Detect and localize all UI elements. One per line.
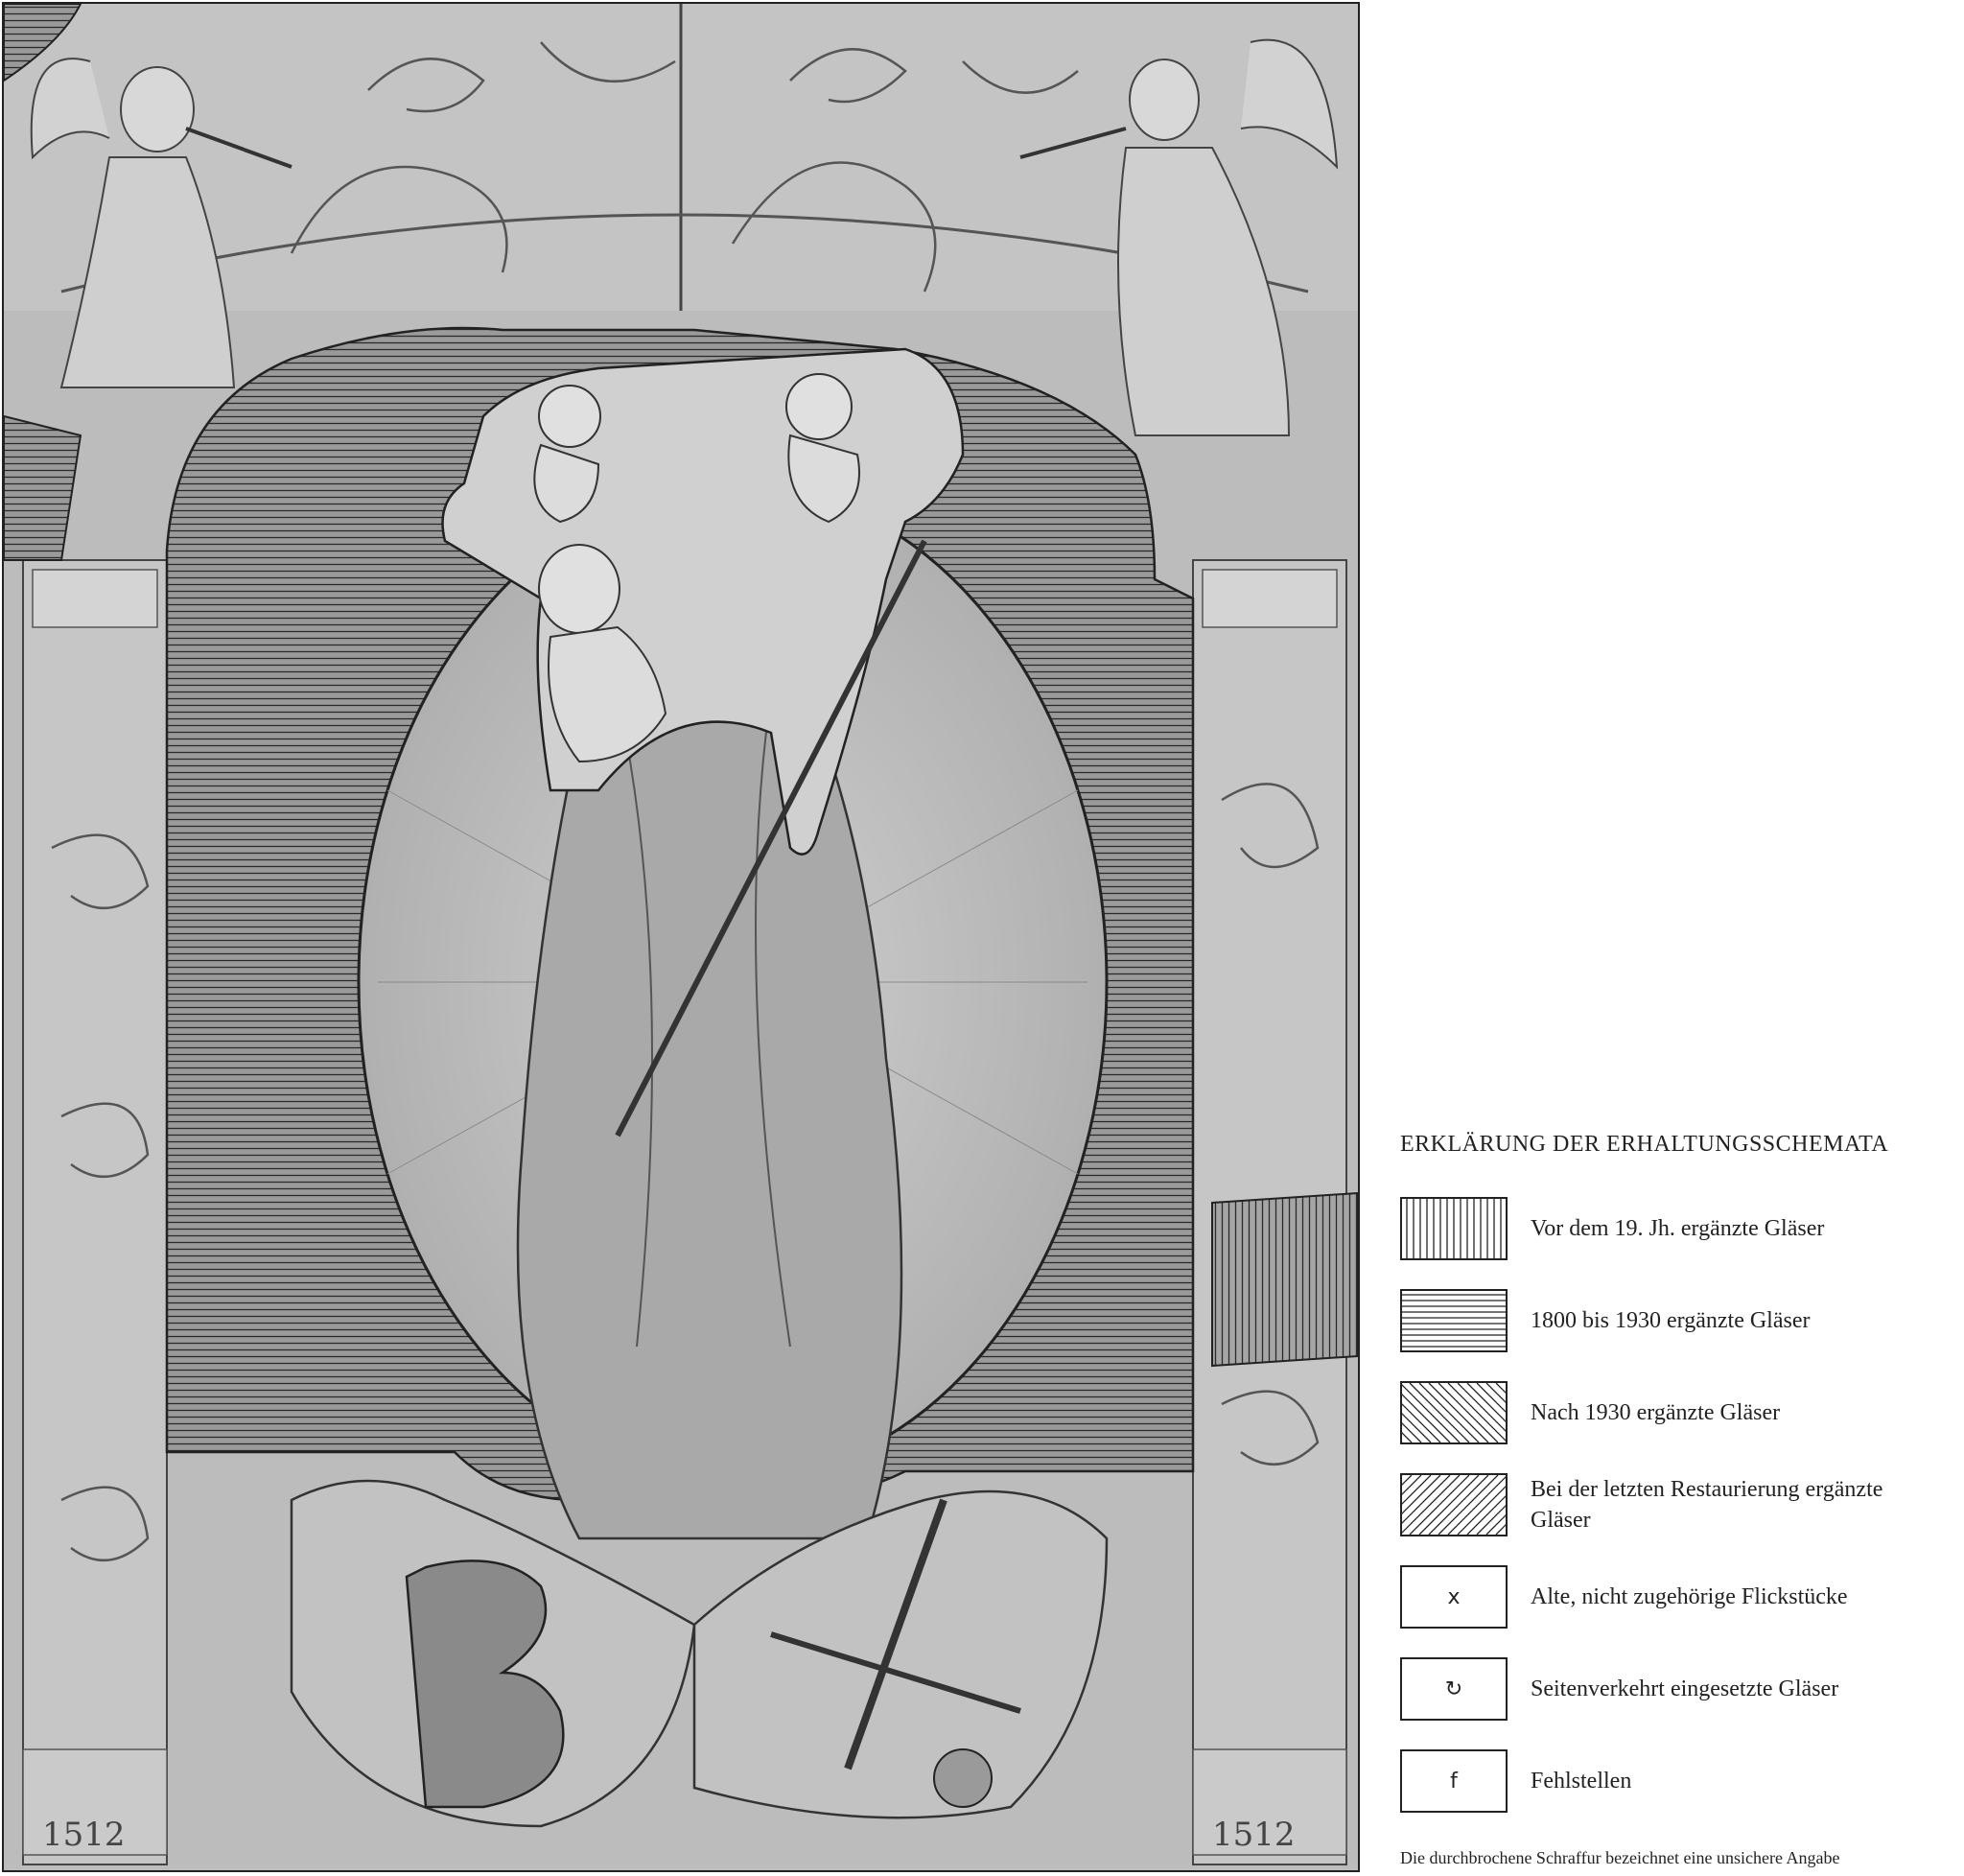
hatch-line [1402,1475,1431,1535]
legend-item-diagonal-hatch-down [1400,1381,1937,1448]
horizontal-hatch-swatch [1400,1289,1508,1352]
hatch-line [1429,1383,1488,1442]
conservation-scheme-drawing [4,4,1358,1870]
hatch-line [1410,1475,1469,1535]
f-symbol-swatch: f [1400,1749,1508,1813]
legend-item-missing [1400,1749,1937,1817]
hatch-line [1438,1383,1498,1442]
hatch-line [1438,1475,1498,1535]
hatch-line [1410,1383,1469,1442]
stained-glass-panel [2,2,1360,1872]
legend-title: ERKLÄRUNG DER ERHALTUNGSSCHEMATA [1400,1132,1889,1157]
letter-b-monogram [407,1560,563,1807]
legend-item-reversed-glass [1400,1657,1937,1724]
legend-label: Nach 1930 ergänzte Gläser [1531,1399,1781,1425]
legend-label: Vor dem 19. Jh. ergänzte Gläser [1531,1215,1825,1241]
inscription-left: 1512 [42,1816,126,1854]
x-symbol-swatch: x [1400,1565,1508,1629]
pre19th-patch-right [1212,1193,1358,1366]
hatch-line [1419,1475,1479,1535]
inscription-right: 1512 [1212,1816,1296,1854]
legend-item-diagonal-hatch-up [1400,1473,1937,1540]
rotate-arrow-icon: ↻ [1400,1657,1508,1721]
legend-label: Fehlstellen [1531,1768,1632,1794]
legend-item-patch-pieces [1400,1565,1937,1632]
legend-label: 1800 bis 1930 ergänzte Gläser [1531,1307,1811,1333]
hatch-line [1477,1475,1506,1535]
diagonal-down-hatch-swatch [1400,1381,1508,1444]
hatch-line [1402,1383,1431,1442]
diagonal-up-hatch-swatch [1400,1473,1508,1536]
hatch-line [1419,1383,1479,1442]
legend-label: Bei der letzten Restaurierung ergänzte Gläser [1531,1476,1883,1533]
legend-note: Die durchbrochene Schraffur bezeichnet eine unsichere Angabe [1400,1848,1840,1867]
left-column [23,560,167,1864]
legend-label: Seitenverkehrt eingesetzte Gläser [1531,1676,1839,1701]
vertical-hatch-swatch [1400,1197,1508,1260]
legend-item-horizontal-hatch [1400,1289,1937,1356]
hatch-line [1429,1475,1488,1535]
hatch-line [1477,1383,1506,1442]
legend-item-vertical-hatch [1400,1197,1937,1264]
rosette [934,1749,992,1807]
legend-label: Alte, nicht zugehörige Flickstücke [1531,1583,1848,1609]
